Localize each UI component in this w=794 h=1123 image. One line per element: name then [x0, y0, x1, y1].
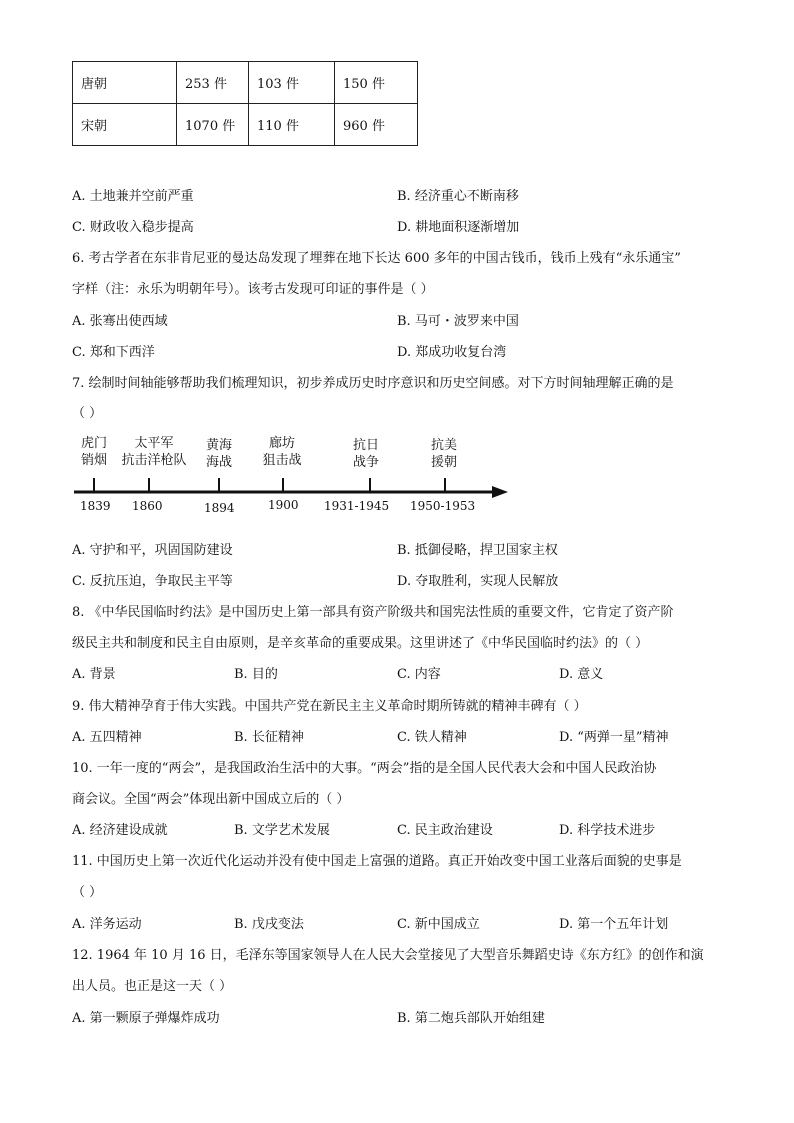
q10-option-a[interactable]: A. 经济建设成就 [72, 823, 168, 838]
q8-option-a[interactable]: A. 背景 [72, 667, 116, 682]
timeline-event-label: 抗美 援朝 [430, 438, 457, 470]
q7-option-c[interactable]: C. 反抗压迫，争取民主平等 [72, 574, 233, 589]
q8-option-c[interactable]: C. 内容 [397, 667, 441, 682]
timeline-year: 1860 [132, 499, 163, 513]
table-cell: 唐朝 [73, 62, 177, 104]
q11-option-a[interactable]: A. 洋务运动 [72, 917, 142, 932]
table-cell: 110 件 [249, 104, 335, 146]
table-cell: 1070 件 [177, 104, 249, 146]
q6-option-d[interactable]: D. 郑成功收复台湾 [397, 345, 507, 360]
q7-option-a[interactable]: A. 守护和平，巩固国防建设 [72, 543, 233, 558]
q8-option-b[interactable]: B. 目的 [234, 667, 278, 682]
table-cell: 960 件 [335, 104, 418, 146]
q8-option-d[interactable]: D. 意义 [559, 667, 604, 682]
q7-option-b[interactable]: B. 抵御侵略，捍卫国家主权 [397, 543, 558, 558]
q11-option-d[interactable]: D. 第一个五年计划 [559, 917, 669, 932]
q6-stem-line-1: 6. 考古学者在东非肯尼亚的曼达岛发现了埋葬在地下长达 600 多年的中国古钱币，钱币上残有“永乐通宝” [72, 251, 681, 266]
q6-stem-line-2: 字样（注：永乐为明朝年号）。该考古发现可印证的事件是（ ） [72, 282, 434, 297]
q12-stem-line-2: 出人员。也正是这一天（ ） [72, 979, 233, 994]
q9-option-b[interactable]: B. 长征精神 [234, 730, 304, 745]
q5-option-c[interactable]: C. 财政收入稳步提高 [72, 220, 194, 235]
q10-stem-line-2: 商会议。全国“两会”体现出新中国成立后的（ ） [72, 792, 350, 807]
q9-option-d[interactable]: D. “两弹一星”精神 [559, 730, 669, 745]
q12-option-a[interactable]: A. 第一颗原子弹爆炸成功 [72, 1011, 220, 1026]
q7-option-d[interactable]: D. 夺取胜利，实现人民解放 [397, 574, 559, 589]
timeline-year: 1894 [204, 501, 235, 515]
table-row [73, 62, 418, 104]
timeline-event-label: 太平军 抗击洋枪队 [121, 436, 187, 468]
table-row [73, 104, 418, 146]
q11-stem-line-1: 11. 中国历史上第一次近代化运动并没有使中国走上富强的道路。真正开始改变中国工业落后面貌的史事是 [72, 854, 682, 869]
q10-stem-line-1: 10. 一年一度的“两会”，是我国政治生活中的大事。“两会”指的是全国人民代表大会和中国人民政治协 [72, 761, 657, 776]
q6-option-a[interactable]: A. 张骞出使西域 [72, 314, 168, 329]
q7-stem-line-2: （ ） [72, 406, 103, 421]
q6-option-c[interactable]: C. 郑和下西洋 [72, 345, 155, 360]
q12-option-b[interactable]: B. 第二炮兵部队开始组建 [397, 1011, 545, 1026]
q8-stem-line-2: 级民主共和制度和民主自由原则，是辛亥革命的重要成果。这里讲述了《中华民国临时约法》的（ ） [72, 636, 649, 651]
q10-option-d[interactable]: D. 科学技术进步 [559, 823, 656, 838]
q5-option-b[interactable]: B. 经济重心不断南移 [397, 189, 519, 204]
timeline-event-label: 虎门 销烟 [80, 436, 107, 468]
q5-option-a[interactable]: A. 土地兼并空前严重 [72, 189, 194, 204]
q10-option-b[interactable]: B. 文学艺术发展 [234, 823, 330, 838]
timeline-event-label: 抗日 战争 [352, 438, 379, 470]
q7-stem-line-1: 7. 绘制时间轴能够帮助我们梳理知识，初步养成历史时序意识和历史空间感。对下方时间轴理解正确的是 [72, 376, 674, 391]
timeline-event-label: 黄海 海战 [205, 438, 232, 470]
q10-option-c[interactable]: C. 民主政治建设 [397, 823, 493, 838]
q6-option-b[interactable]: B. 马可・波罗来中国 [397, 314, 519, 329]
q12-stem-line-1: 12. 1964 年 10 月 16 日，毛泽东等国家领导人在人民大会堂接见了大型音乐舞蹈史诗《东方红》的创作和演 [72, 948, 704, 963]
table-cell: 宋朝 [73, 104, 177, 146]
q11-stem-line-2: （ ） [72, 885, 103, 900]
timeline-year: 1900 [268, 498, 299, 512]
timeline-year: 1931-1945 [324, 499, 390, 513]
q8-stem-line-1: 8. 《中华民国临时约法》是中国历史上第一部具有资产阶级共和国宪法性质的重要文件，它肯定了资产阶 [72, 605, 674, 620]
q5-option-d[interactable]: D. 耕地面积逐渐增加 [397, 220, 520, 235]
q9-option-c[interactable]: C. 铁人精神 [397, 730, 467, 745]
timeline-year: 1839 [80, 499, 111, 513]
q9-stem-line-1: 9. 伟大精神孕育于伟大实践。中国共产党在新民主主义革命时期所铸就的精神丰碑有（ ） [72, 699, 587, 714]
table-cell: 150 件 [335, 62, 418, 104]
q9-option-a[interactable]: A. 五四精神 [72, 730, 142, 745]
timeline-event-label: 廊坊 狙击战 [262, 436, 302, 468]
q11-option-b[interactable]: B. 戊戌变法 [234, 917, 304, 932]
timeline-year: 1950-1953 [410, 499, 476, 513]
table-cell: 253 件 [177, 62, 249, 104]
q11-option-c[interactable]: C. 新中国成立 [397, 917, 480, 932]
table-cell: 103 件 [249, 62, 335, 104]
data-table [72, 61, 418, 146]
